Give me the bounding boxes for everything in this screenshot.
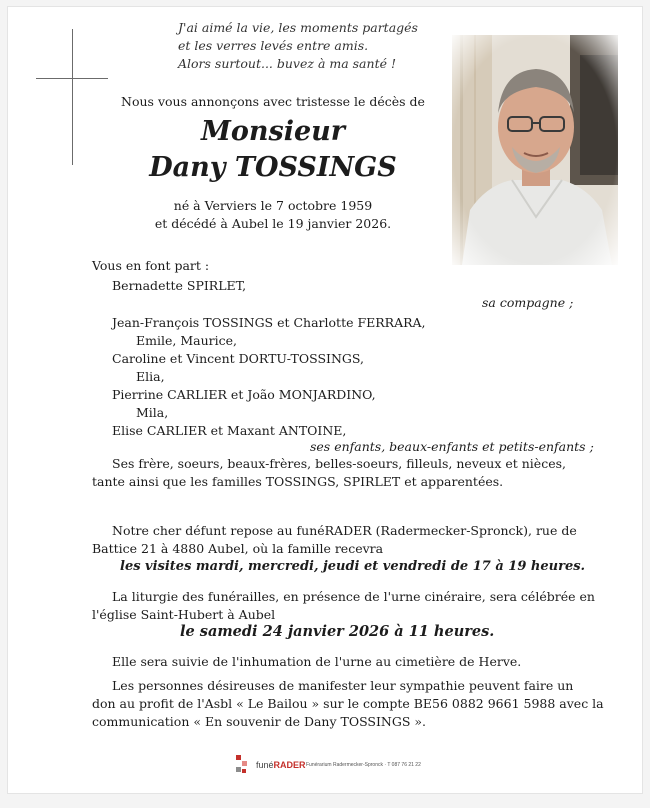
sympathy-line: communication « En souvenir de Dany TOSSINGS ». [92, 714, 427, 729]
quote-line: et les verres levés entre amis. [178, 38, 369, 53]
siblings-line: Ses frère, soeurs, beaux-frères, belles-soeurs, filleuls, neveux et nièces, [112, 456, 566, 471]
quote-line: J'ai aimé la vie, les moments partagés [178, 20, 418, 35]
sympathy-line: don au profit de l'Asbl « Le Bailou » sur le compte BE56 0882 9661 5988 avec la [92, 696, 604, 711]
deceased-name: Dany TOSSINGS [149, 152, 397, 183]
family-line: Mila, [136, 405, 169, 420]
funeral-home-logo [234, 753, 424, 777]
funeral-home-icon [234, 753, 254, 777]
deceased-title: Monsieur [200, 116, 346, 147]
ceremony-date: le samedi 24 janvier 2026 à 11 heures. [180, 623, 495, 640]
portrait-photo [452, 35, 618, 265]
family-role: ses enfants, beaux-enfants et petits-enfants ; [310, 439, 594, 454]
announcement-text: Nous vous annonçons avec tristesse le décès de [121, 94, 425, 109]
liturgy-line: La liturgie des funérailles, en présence de l'urne cinéraire, sera célébrée en [112, 589, 595, 604]
visits-hours: les visites mardi, mercredi, jeudi et vendredi de 17 à 19 heures. [120, 559, 586, 574]
family-line: Elia, [136, 369, 165, 384]
rest-line: Battice 21 à 4880 Aubel, où la famille recevra [92, 541, 384, 556]
brand-tagline: Funérarium Radermecker-Spronck · T 087 76 21 22 [306, 762, 421, 768]
partner-role: sa compagne ; [482, 295, 574, 310]
rest-line: Notre cher défunt repose au funéRADER (Radermecker-Spronck), rue de [112, 523, 577, 538]
cross-icon [72, 29, 73, 165]
liturgy-line: l'église Saint-Hubert à Aubel [92, 607, 276, 622]
family-line: Emile, Maurice, [136, 333, 237, 348]
cross-icon-bar [36, 78, 108, 79]
birth-death-dates [113, 197, 433, 233]
death-line: et décédé à Aubel le 19 janvier 2026. [154, 216, 392, 231]
birth-line: né à Verviers le 7 octobre 1959 [173, 198, 373, 213]
partner-name: Bernadette SPIRLET, [112, 278, 247, 293]
brand-name: funéRADER [256, 760, 306, 770]
family-line: Jean-François TOSSINGS et Charlotte FERRARA, [112, 315, 426, 330]
intro-line: Vous en font part : [92, 258, 210, 273]
sympathy-line: Les personnes désireuses de manifester leur sympathie peuvent faire un [112, 678, 574, 693]
family-line: Caroline et Vincent DORTU-TOSSINGS, [112, 351, 364, 366]
family-line: Elise CARLIER et Maxant ANTOINE, [112, 423, 347, 438]
obituary-card [8, 7, 642, 793]
epitaph-quote [178, 19, 438, 73]
burial-line: Elle sera suivie de l'inhumation de l'urne au cimetière de Herve. [112, 654, 522, 669]
quote-line: Alors surtout... buvez à ma santé ! [178, 56, 396, 71]
siblings-line: tante ainsi que les familles TOSSINGS, SPIRLET et apparentées. [92, 474, 504, 489]
family-line: Pierrine CARLIER et João MONJARDINO, [112, 387, 376, 402]
